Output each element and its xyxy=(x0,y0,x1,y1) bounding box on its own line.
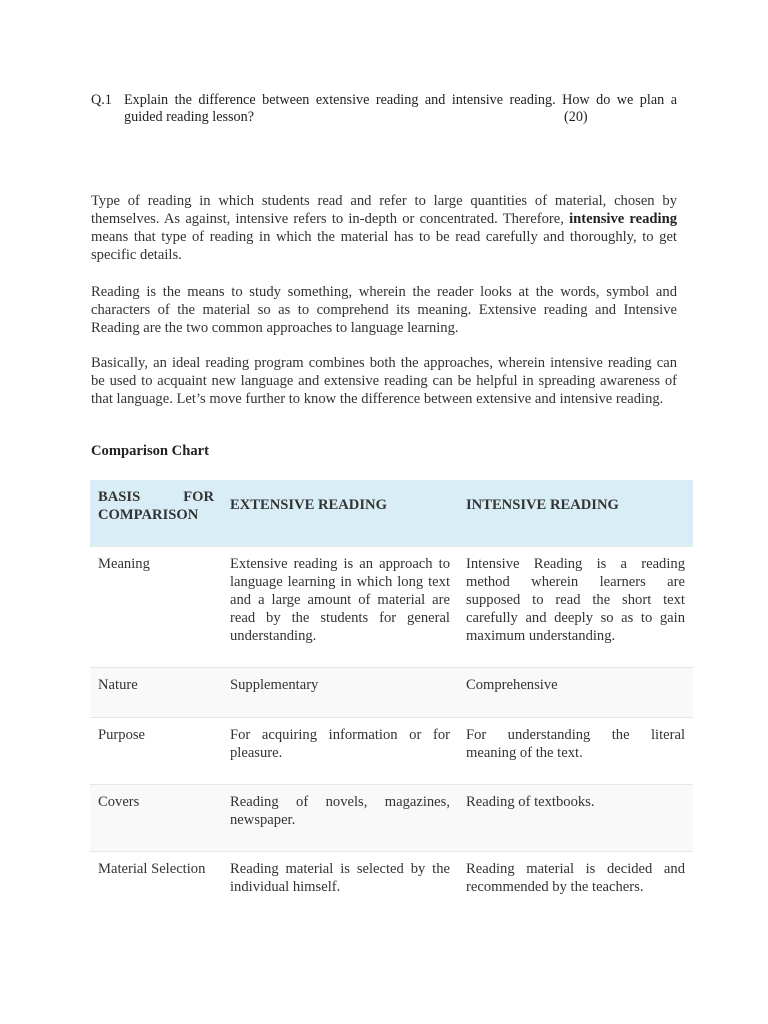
row-extensive: Supplementary xyxy=(222,667,458,717)
paragraph-reading-means: Reading is the means to study something, wherein the reader looks at the words, symbol and characters of the material so as to comprehend its meaning. Extensive reading and Intensive Reading are the two common approaches to language learning. xyxy=(91,284,677,336)
table-row xyxy=(90,784,693,851)
row-intensive: For understanding the literal meaning of the text. xyxy=(458,717,693,784)
paragraph-definition-bold: intensive reading xyxy=(569,211,678,227)
row-intensive: Reading of textbooks. xyxy=(458,784,693,851)
table-row xyxy=(90,667,693,717)
question-text: Explain the difference between extensive reading and intensive reading. How do we plan a guided reading lesson? xyxy=(124,92,677,125)
question-number: Q.1 xyxy=(91,92,112,108)
table-row xyxy=(90,546,693,667)
row-basis: Covers xyxy=(90,784,222,851)
header-extensive: EXTENSIVE READING xyxy=(230,497,387,513)
header-basis: BASIS FOR COMPARISON xyxy=(98,489,214,523)
row-extensive: For acquiring information or for pleasure. xyxy=(222,717,458,784)
table-row xyxy=(90,717,693,784)
row-extensive: Reading of novels, magazines, newspaper. xyxy=(222,784,458,851)
row-intensive: Comprehensive xyxy=(458,667,693,717)
row-intensive: Intensive Reading is a reading method wherein learners are supposed to read the short text carefully and deeply so as to gain maximum understanding. xyxy=(458,546,693,667)
row-extensive: Extensive reading is an approach to language learning in which long text and a large amount of material are read by the students for general understanding. xyxy=(222,546,458,667)
paragraph-definition-text-1: Type of reading in which students read and refer to large quantities of material, chosen by themselves. As against, intensive refers to in-depth or concentrated. Therefore, xyxy=(91,193,677,227)
table-row xyxy=(90,851,693,909)
row-intensive: Reading material is decided and recommended by the teachers. xyxy=(458,851,693,909)
row-basis: Nature xyxy=(90,667,222,717)
paragraph-definition-text-2: means that type of reading in which the material has to be read carefully and thoroughly, to get specific details. xyxy=(91,229,677,263)
row-basis: Purpose xyxy=(90,717,222,784)
row-extensive: Reading material is selected by the individual himself. xyxy=(222,851,458,909)
paragraph-reading-program: Basically, an ideal reading program combines both the approaches, wherein intensive reading can be used to acquaint new language and extensive reading can be helpful in spreading awareness of that language. Let’s move further to know the difference between extensive and intensive reading. xyxy=(91,355,677,407)
row-basis: Meaning xyxy=(90,546,222,667)
row-basis: Material Selection xyxy=(90,851,222,909)
comparison-heading: Comparison Chart xyxy=(91,443,209,459)
table-header-row xyxy=(90,480,693,546)
question-block xyxy=(91,92,677,126)
comparison-table xyxy=(90,480,693,909)
question-marks: (20) xyxy=(564,109,588,125)
paragraph-definition xyxy=(91,192,677,264)
header-intensive: INTENSIVE READING xyxy=(466,497,619,513)
